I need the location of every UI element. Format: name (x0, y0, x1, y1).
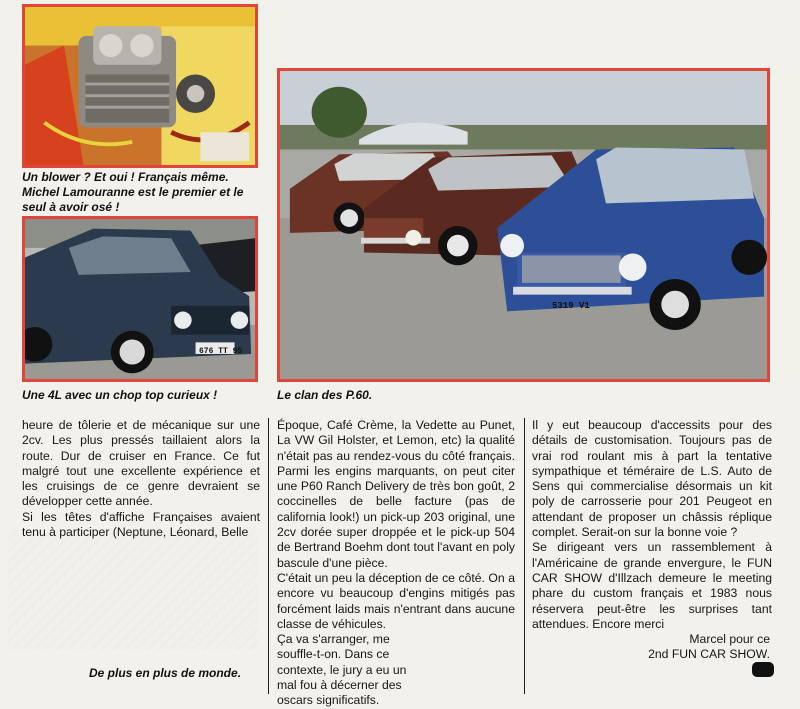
car-icon (280, 71, 767, 379)
col3-signature-line1: Marcel pour ce (689, 632, 770, 647)
caption-p60: Le clan des P.60. (277, 388, 373, 402)
col2-paragraph-2: C'était un peu la déception de ce côté. On a encore vu beaucoup d'engins mitigés pas forcément laids mais n'entrant dans aucune classe de véhicules. (277, 570, 515, 631)
faded-background-area (8, 530, 258, 650)
col2-paragraph-3: Ça va s'arranger, me souffle-t-on. Dans ce contexte, le jury a eu un mal fou à décerner des oscars significatifs. (277, 632, 407, 708)
engine-blower-photo (22, 4, 258, 168)
engine-icon (25, 7, 255, 165)
caption-renault: Une 4L avec un chop top curieux ! (22, 388, 218, 402)
renault-4l-photo (22, 216, 258, 382)
article-column-1 (22, 418, 260, 540)
article-column-2 (277, 418, 515, 709)
caption-blower-line3: seul à avoir osé ! (22, 200, 120, 214)
caption-blower (22, 170, 262, 215)
col3-paragraph-1: Il y eut beaucoup d'accessits pour des détails de customisation. Toujours pas de vrai rod roulant mis à part la tentative sympathique et téméraire de L.S. Auto de Sens qui commercialise désormais un kit poly de carrosserie pour 201 Peugeot en attendant de proposer un châssis réplique complet. Serait-on sur la bonne voie ? (532, 418, 772, 540)
caption-crowd: De plus en plus de monde. (89, 666, 242, 680)
col3-signature-line2: 2nd FUN CAR SHOW. (648, 647, 770, 662)
caption-blower-line1: Un blower ? Et oui ! Français même. (22, 170, 229, 184)
col2-paragraph-1: Époque, Café Crème, la Vedette au Punet, La VW Gil Holster, et Lemon, etc) la qualité n'était pas au rendez-vous du côté français. Parmi les engins marquants, on peut citer une P60 Ranch Delivery de très bon goût, 2 coccinelles de belle facture (pas de california look!) un pick-up 203 original, une 2cv dorée super droppée et le pick-up 504 de Bertrand Boehm dont tout l'avant en poly bascule d'une pièce. (277, 418, 515, 570)
col3-paragraph-2: Se dirigeant vers un rassemblement à l'Américaine de grande envergure, le FUN CAR SHOW d'Illzach demeure le meeting phare du custom français et 1983 nous réservera peut-être les surprises tant attendues. Encore merci (532, 540, 772, 631)
p60-cars-photo (277, 68, 770, 382)
col1-paragraph-1: heure de tôlerie et de mécanique sur une 2cv. Les plus pressés taillaient alors la route. Dur de cruiser en France. Ce fut malgré tout une excellente expérience et les cruisings de ce genre devraient se développer cette année. (22, 418, 260, 509)
renault-plate: 676 TT 95 (199, 347, 243, 356)
end-of-article-mark (752, 662, 774, 677)
caption-blower-line2: Michel Lamouranne est le premier et le (22, 185, 244, 199)
article-column-3 (532, 418, 772, 663)
col1-paragraph-2: Si les têtes d'affiche Françaises avaient tenu à participer (Neptune, Léonard, Belle (22, 509, 260, 540)
column-divider-1 (268, 418, 269, 694)
column-divider-2 (524, 418, 525, 694)
p60-plate: 5319 V1 (552, 301, 590, 311)
